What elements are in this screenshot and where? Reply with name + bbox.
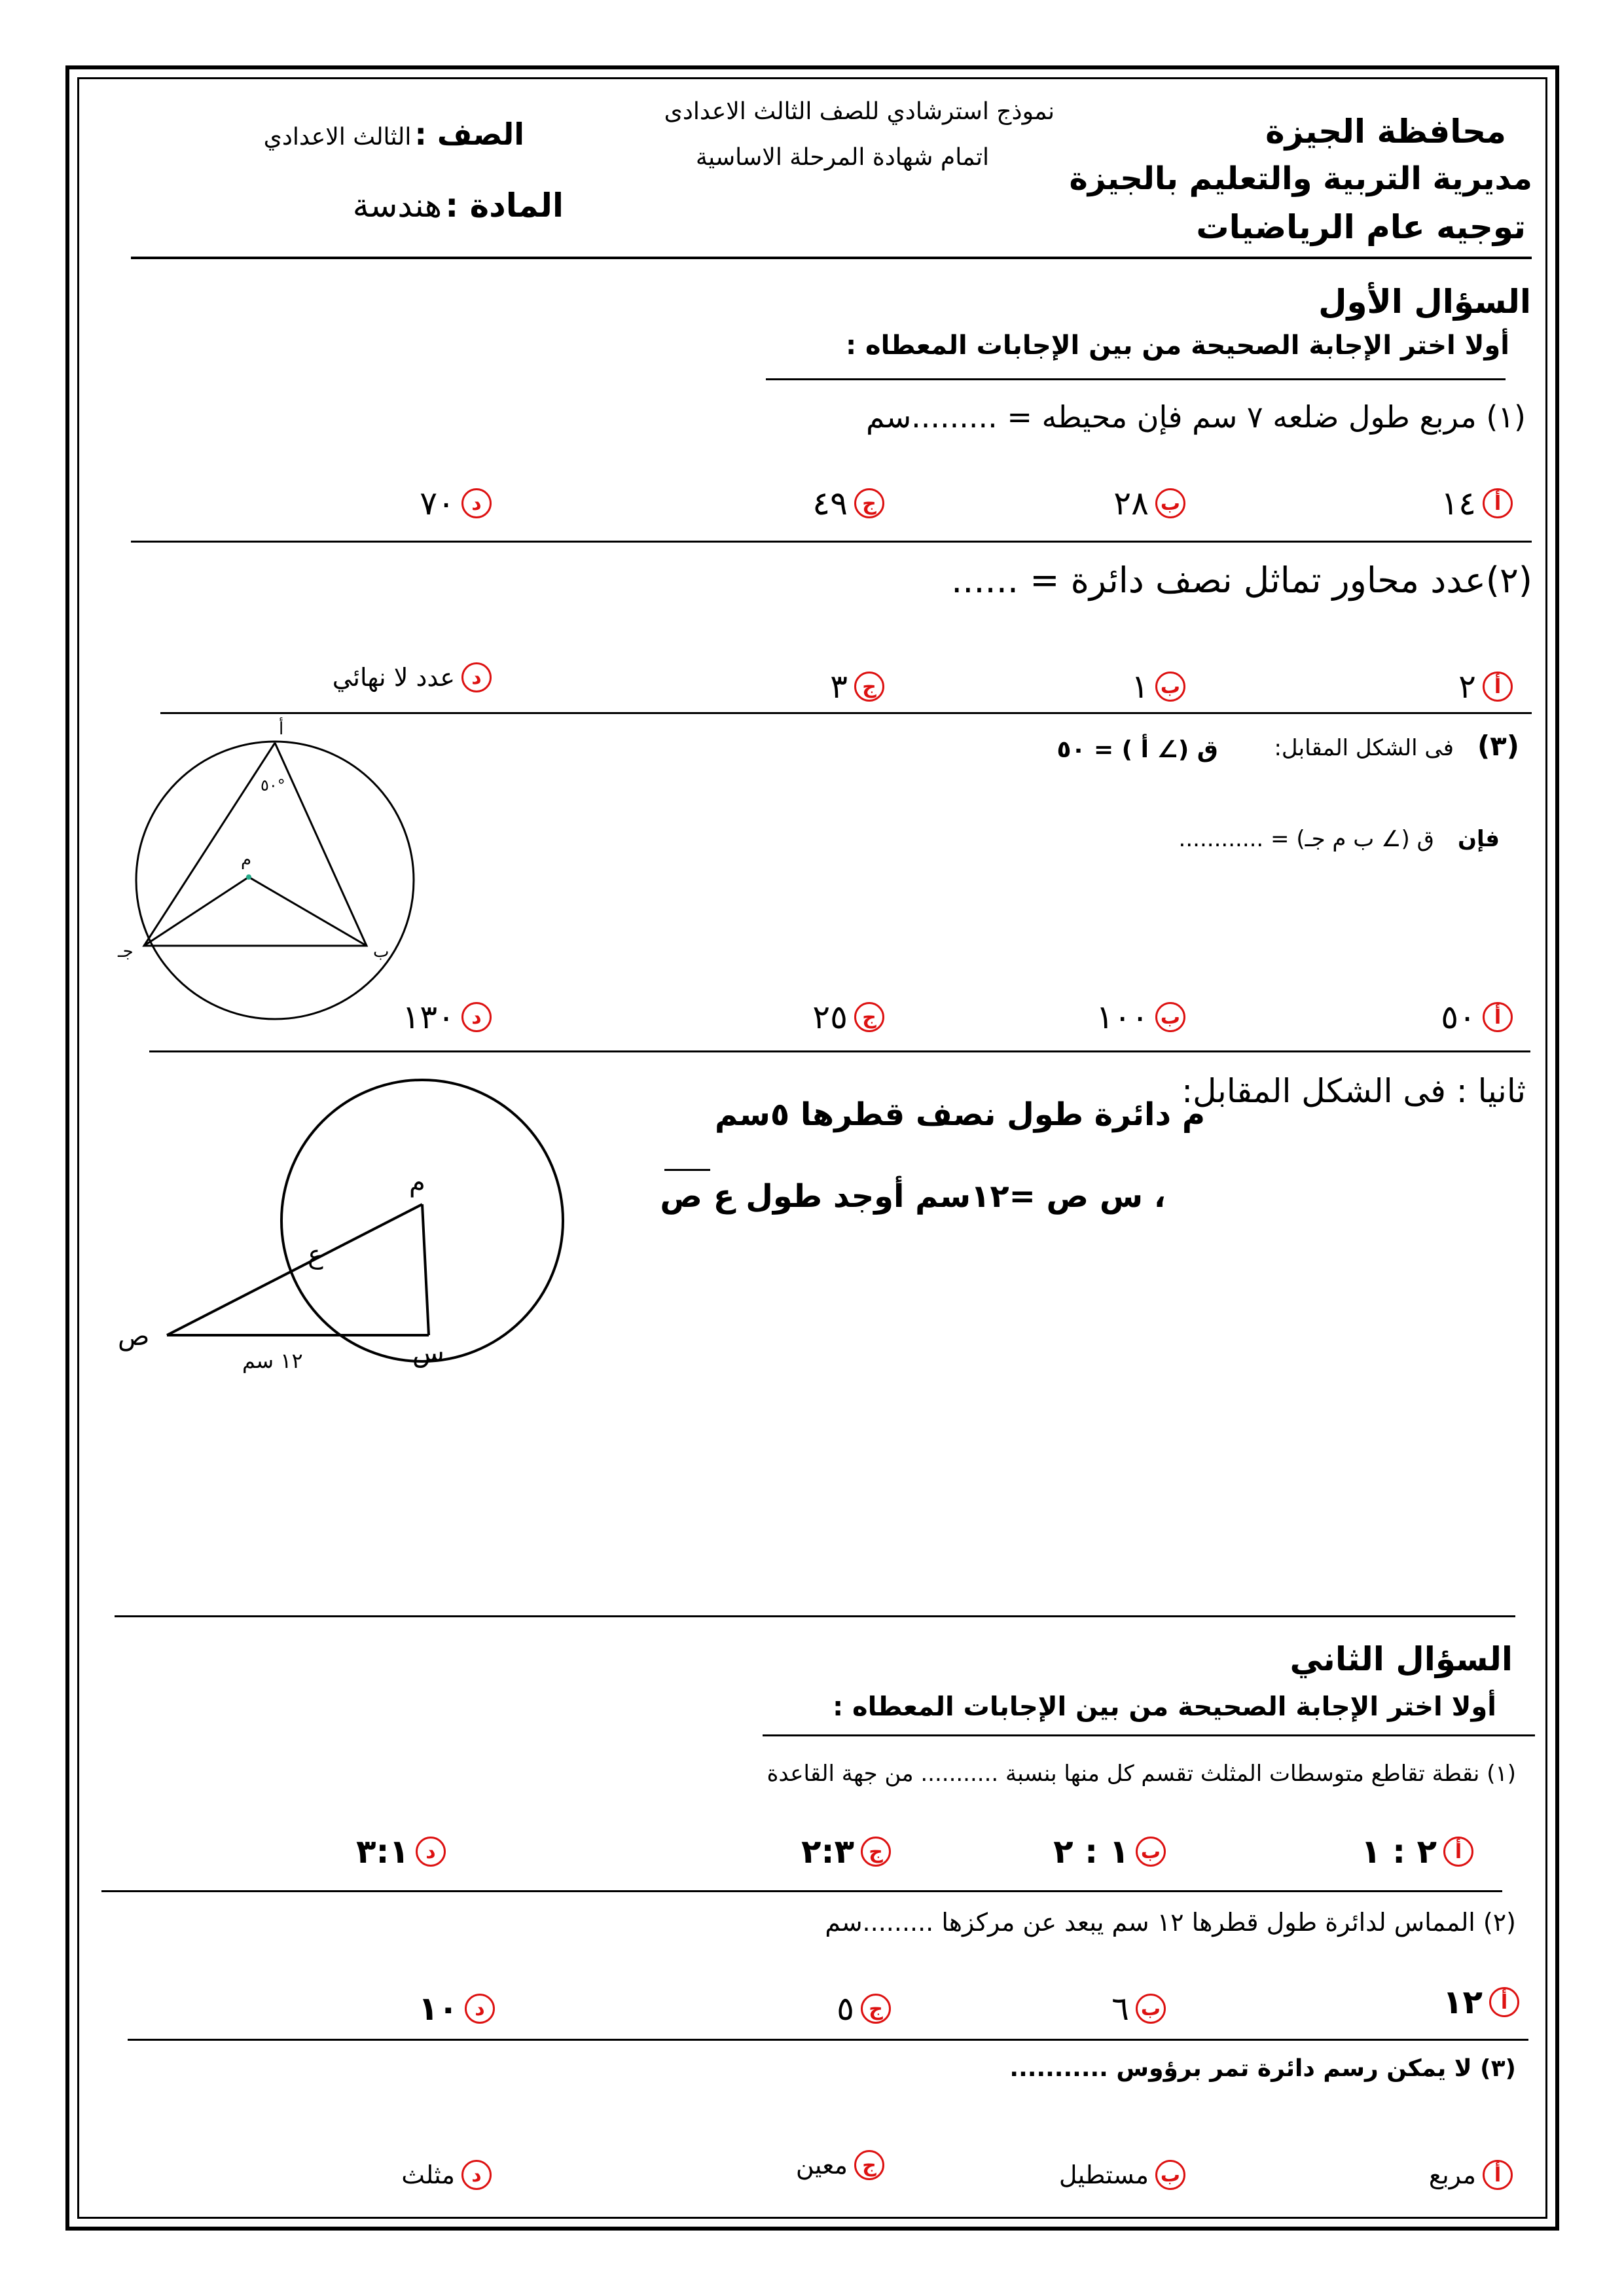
vertex-label-a: أ <box>279 719 284 739</box>
option-letter: ب <box>1155 2160 1185 2190</box>
q1-part2-line1: م دائرة طول نصف قطرها ٥سم <box>715 1096 1205 1133</box>
option-value: ١ : ٢ <box>1053 1833 1129 1871</box>
option-letter: ج <box>854 1002 884 1032</box>
subject <box>353 187 564 224</box>
option-letter: ب <box>1136 1994 1166 2024</box>
q1-item3-option-c[interactable] <box>812 998 884 1036</box>
option-value: ١ <box>1131 668 1149 706</box>
option-letter: ب <box>1155 488 1185 518</box>
option-value: معين <box>795 2151 848 2179</box>
option-value: مستطيل <box>1058 2161 1149 2189</box>
option-value: ٣ <box>830 668 848 706</box>
point-label-x: س <box>412 1338 444 1368</box>
q2-item1-option-a[interactable] <box>1361 1833 1473 1871</box>
q2-item2-option-b[interactable] <box>1111 1990 1166 2028</box>
q2-item1-stem: (١) نقطة تقاطع متوسطات المثلث تقسم كل منها بنسبة ........... من جهة القاعدة <box>767 1761 1516 1787</box>
q2-item3-option-b[interactable] <box>1059 2160 1185 2190</box>
q1-item3-then-label: فإن <box>1457 826 1500 852</box>
q1-item3-then: ق (∠ ب م جـ) = ............ <box>1178 826 1434 852</box>
option-letter: د <box>461 1002 492 1032</box>
point-label-a: ع <box>308 1240 323 1270</box>
q1-item3-number: (٣) <box>1477 730 1519 762</box>
option-letter: ج <box>861 1994 891 2024</box>
option-letter: ج <box>854 2150 884 2180</box>
directorate: مديرية التربية والتعليم بالجيزة <box>1069 160 1532 197</box>
q2-item2-option-d[interactable] <box>418 1990 495 2028</box>
q1-item2-stem: (٢)عدد محاور تماثل نصف دائرة = ...... <box>951 560 1532 601</box>
q1-item3-given: ق (∠ أ ) = ٥٠ <box>1056 736 1218 763</box>
option-letter: أ <box>1483 1002 1513 1032</box>
q1-item1-option-a[interactable] <box>1441 484 1513 522</box>
q2-item3-stem: (٣) لا يمكن رسم دائرة تمر برؤوس ........... <box>1009 2055 1516 2082</box>
q2-item1-option-c[interactable] <box>801 1833 891 1871</box>
option-value: ٥ <box>837 1990 854 2028</box>
length-label: ١٢ سم <box>242 1348 303 1373</box>
point-label-s: ص <box>118 1321 150 1352</box>
q2-item2-option-c[interactable] <box>837 1990 891 2028</box>
q1-item3-option-a[interactable] <box>1441 998 1513 1036</box>
q2-item2-option-a[interactable] <box>1443 1983 1519 2021</box>
option-value: ٢:٣ <box>801 1833 854 1871</box>
q1-item1-divider <box>131 541 1532 543</box>
q1-item2-option-b[interactable] <box>1131 668 1185 706</box>
option-value: ٥٠ <box>1441 998 1476 1036</box>
option-value: مثلث <box>401 2161 455 2189</box>
q1-item1-option-c[interactable] <box>812 484 884 522</box>
option-letter: د <box>416 1837 446 1867</box>
q2-item1-divider <box>101 1890 1502 1892</box>
q1-item3-divider <box>149 1050 1530 1052</box>
radius-line <box>422 1204 429 1335</box>
secant-line <box>167 1204 422 1335</box>
exam-subtitle: اتمام شهادة المرحلة الاساسية <box>695 144 989 171</box>
q1-title: السؤال الأول <box>1318 283 1531 321</box>
option-value: ١٢ <box>1442 1983 1483 2021</box>
q1-item1-option-d[interactable] <box>420 484 492 522</box>
center-label: م <box>241 850 252 870</box>
q2-item1-option-b[interactable] <box>1053 1833 1166 1871</box>
grade-value: الثالث الاعدادي <box>263 124 412 151</box>
subject-label: المادة : <box>445 187 564 224</box>
option-value: ٢٥ <box>812 998 848 1036</box>
q2-item3-option-d[interactable] <box>401 2160 492 2190</box>
q1-item2-option-c[interactable] <box>830 668 884 706</box>
q2-item3-option-a[interactable] <box>1429 2160 1513 2190</box>
q1-end-divider <box>115 1615 1515 1617</box>
angle-label: ٥٠° <box>261 776 285 795</box>
vertex-label-c: جـ <box>118 942 134 961</box>
q1-instruction-underline <box>766 378 1506 380</box>
option-value: ٢ : ١ <box>1361 1833 1437 1871</box>
vertex-label-b: ب <box>373 942 389 961</box>
option-letter: ب <box>1155 672 1185 702</box>
q1-instruction: أولا اختر الإجابة الصحيحة من بين الإجابات المعطاه : <box>846 331 1509 361</box>
point-label-m: م <box>409 1168 425 1198</box>
exam-title: نموذج استرشادي للصف الثالث الاعدادى <box>664 98 1055 125</box>
subject-value: هندسة <box>352 187 442 224</box>
q2-item2-divider <box>128 2039 1528 2041</box>
option-letter: ج <box>854 672 884 702</box>
q2-instruction-underline <box>763 1734 1535 1736</box>
q2-item2-stem: (٢) المماس لدائرة طول قطرها ١٢ سم يبعد عن مركزها .........سم <box>825 1908 1516 1937</box>
center-lines <box>144 877 367 946</box>
q1-item2-option-d[interactable] <box>333 662 492 692</box>
option-value: ٧٠ <box>420 484 455 522</box>
option-letter: أ <box>1489 1987 1519 2017</box>
option-value: مربع <box>1428 2161 1476 2189</box>
q1-item1-option-b[interactable] <box>1113 484 1185 522</box>
q1-item3-stem: فى الشكل المقابل: <box>1274 735 1454 761</box>
q1-item2-option-a[interactable] <box>1458 668 1513 706</box>
q2-instruction: أولا اختر الإجابة الصحيحة من بين الإجابات المعطاه : <box>833 1692 1496 1722</box>
option-letter: ج <box>854 488 884 518</box>
q1-part2-heading: ثانيا : فى الشكل المقابل: <box>1182 1072 1526 1110</box>
option-value: ١٤ <box>1441 484 1476 522</box>
center-point <box>246 874 251 880</box>
option-letter: د <box>461 662 492 692</box>
supervision: توجيه عام الرياضيات <box>1196 208 1526 246</box>
inscribed-triangle <box>144 743 367 946</box>
option-value: ١٠٠ <box>1096 998 1149 1036</box>
option-value: ٤٩ <box>812 484 848 522</box>
q1-part2-line2: ، س ص =١٢سم أوجد طول ع ص <box>660 1178 1166 1215</box>
option-value: ٣:١ <box>355 1833 409 1871</box>
option-letter: ب <box>1136 1837 1166 1867</box>
option-letter: ب <box>1155 1002 1185 1032</box>
q1-part2-figure <box>111 1086 569 1394</box>
q1-item3-option-b[interactable] <box>1096 998 1185 1036</box>
q2-title: السؤال الثاني <box>1290 1640 1513 1678</box>
option-letter: ج <box>861 1837 891 1867</box>
governorate: محافظة الجيزة <box>1265 113 1506 151</box>
option-value: ٢٨ <box>1113 484 1149 522</box>
option-letter: د <box>465 1994 495 2024</box>
option-letter: أ <box>1443 1837 1473 1867</box>
q1-item3-option-d[interactable] <box>402 998 492 1036</box>
option-value: ٦ <box>1111 1990 1129 2028</box>
option-value: ١٣٠ <box>402 998 455 1036</box>
grade-label: الصف : <box>414 117 524 152</box>
option-letter: أ <box>1483 488 1513 518</box>
q2-item3-option-c[interactable] <box>796 2150 884 2180</box>
q1-item1-stem: (١) مربع طول ضلعه ٧ سم فإن محيطه = .........سم <box>865 399 1526 435</box>
q2-item1-option-d[interactable] <box>356 1833 446 1871</box>
option-letter: أ <box>1483 2160 1513 2190</box>
header-divider <box>131 257 1532 259</box>
option-value: عدد لا نهائي <box>332 663 455 692</box>
option-letter: أ <box>1483 672 1513 702</box>
overline-ez <box>664 1169 710 1171</box>
option-value: ٢ <box>1458 668 1476 706</box>
option-letter: د <box>461 488 492 518</box>
q1-item3-figure <box>111 713 389 1014</box>
grade <box>264 117 524 152</box>
option-value: ١٠ <box>418 1990 458 2028</box>
option-letter: د <box>461 2160 492 2190</box>
